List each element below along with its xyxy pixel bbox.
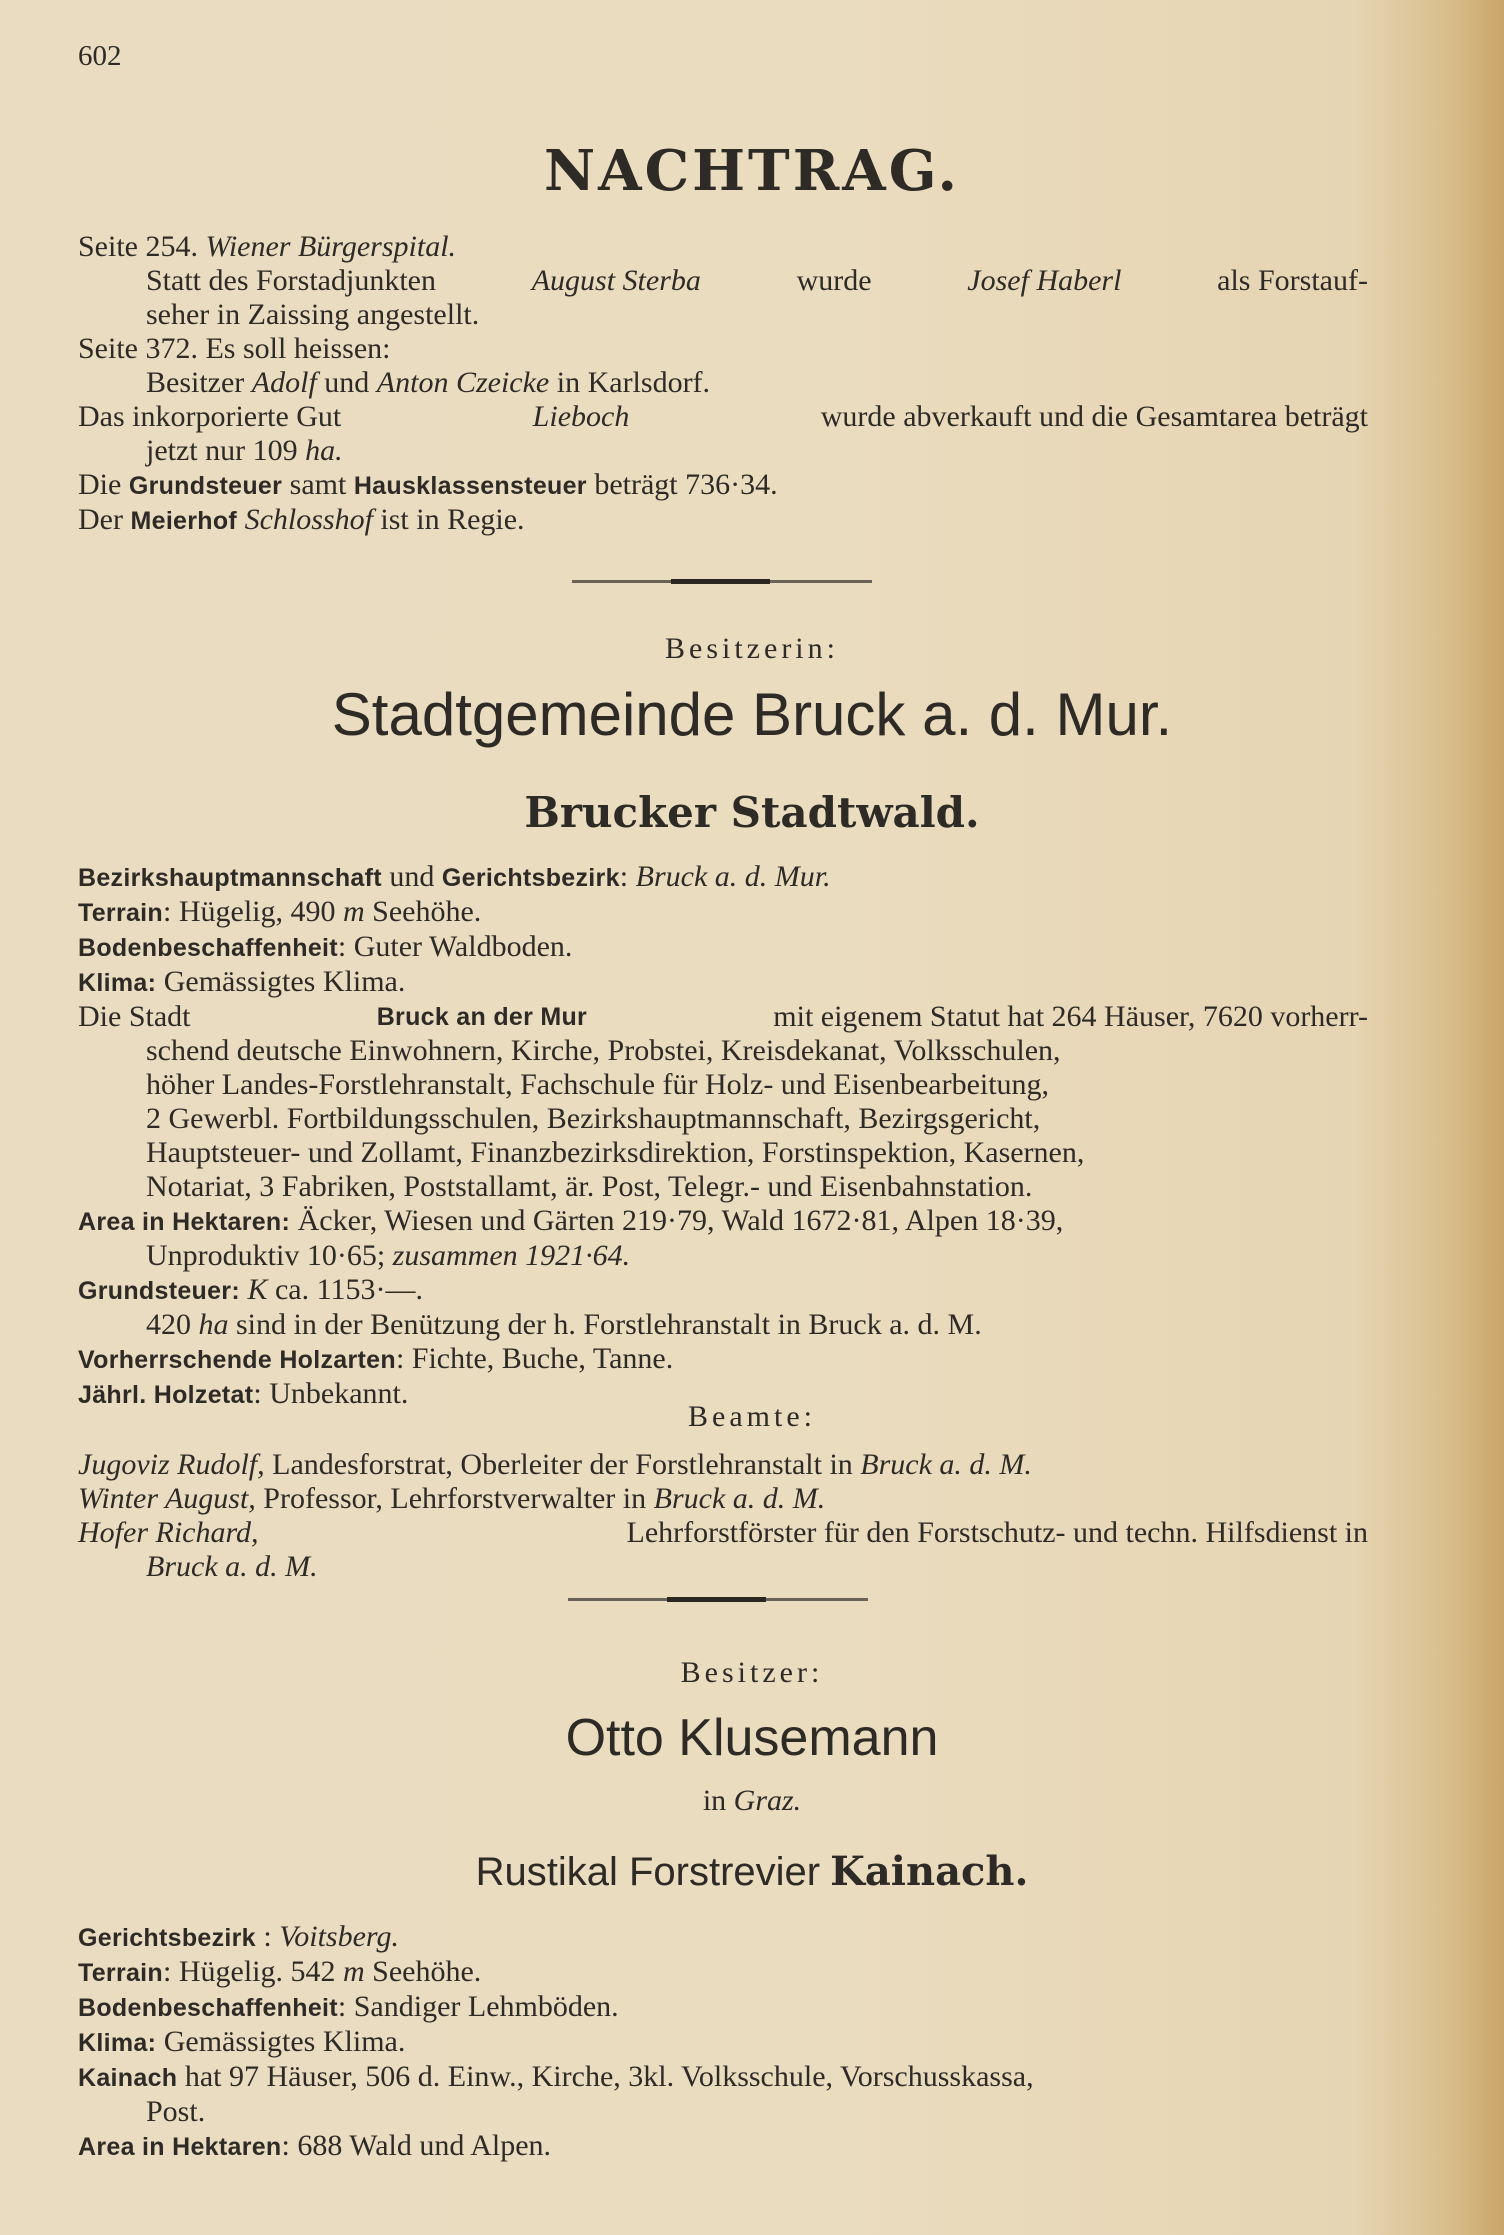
field-label: Klima: <box>78 2029 157 2057</box>
detail-row <box>78 1308 1368 1342</box>
description-row: Notariat, 3 Fabriken, Poststallamt, är. Post, Telegr.- und Eisenbahnstation. <box>146 1170 1033 1203</box>
unit: ha <box>198 1308 229 1341</box>
officials-list <box>78 1448 1368 1584</box>
addendum-body <box>78 230 1368 538</box>
field-value: zusammen 1921·64. <box>392 1239 631 1272</box>
addendum-line: Seite 372. Es soll heissen: <box>78 332 391 365</box>
description-row: Hauptsteuer- und Zollamt, Finanzbezirksdirektion, Forstinspektion, Kasernen, <box>146 1136 1085 1169</box>
text: als Forstauf- <box>1217 264 1368 297</box>
estate-title <box>0 1848 1504 1895</box>
text: Lehrforstförster für den Forstschutz- und techn. Hilfsdienst in <box>626 1516 1368 1549</box>
field-label: Jährl. Holzetat <box>78 1381 254 1409</box>
detail-row <box>78 860 1368 895</box>
detail-row <box>78 1239 1368 1273</box>
field-value: Gemässigtes Klima. <box>163 965 406 998</box>
field-label: Klima: <box>78 969 157 997</box>
detail-row <box>78 965 1368 1000</box>
unit: m <box>343 1955 365 1988</box>
owner-location <box>0 1784 1504 1818</box>
addendum-line: seher in Zaissing angestellt. <box>146 298 480 331</box>
entry-title: Wiener Bürgerspital. <box>205 230 457 263</box>
field-label: Bodenbeschaffenheit <box>78 934 338 962</box>
field-value: : Guter Waldboden. <box>337 930 573 963</box>
description-row: höher Landes-Forstlehranstalt, Fachschule für Holz- und Eisenbearbeitung, <box>146 1068 1050 1101</box>
description-row: Post. <box>146 2095 206 2128</box>
detail-row: Gerichtsbezirk : Voitsberg. <box>78 1920 399 1953</box>
detail-row <box>78 930 1368 965</box>
unit: m <box>343 895 365 928</box>
addendum-line <box>78 503 1368 538</box>
estate-title: Brucker Stadtwald. <box>524 788 980 837</box>
text: wurde abverkauft und die Gesamtarea beträgt <box>820 400 1368 433</box>
person-name: August Sterba <box>531 264 701 297</box>
text: Besitzer <box>146 366 245 399</box>
text: sind in der Benützung der h. Forstlehranstalt in Bruck a. d. M. <box>236 1308 982 1341</box>
owner-name: Stadtgemeinde Bruck a. d. Mur. <box>331 681 1173 748</box>
official-entry <box>78 1448 1368 1482</box>
field-value: ca. 1153·—. <box>274 1273 423 1306</box>
text: Professor, Lehrforstverwalter in <box>263 1482 647 1515</box>
detail-row <box>78 2129 1368 2164</box>
section-divider <box>572 580 872 583</box>
person-name: Josef Haberl <box>967 264 1122 297</box>
person-name: Adolf <box>251 366 317 399</box>
text: : <box>619 860 629 893</box>
field-label: Grundsteuer <box>128 472 283 500</box>
estate-name: Schlosshof <box>244 503 373 536</box>
officials-label: Beamte: <box>688 1400 816 1433</box>
field-value: Seehöhe. <box>372 1955 482 1988</box>
description-row <box>78 2060 1368 2095</box>
text: Die Stadt <box>78 1000 191 1033</box>
detail-row <box>78 1342 1368 1377</box>
section-divider <box>568 1598 868 1601</box>
text: Das inkorporierte Gut <box>78 400 342 433</box>
detail-row <box>78 1204 1368 1239</box>
field-value: Voitsberg. <box>279 1920 399 1953</box>
text: hat 97 Häuser, 506 d. Einw., Kirche, 3kl. Volksschule, Vorschusskassa, <box>184 2060 1034 2093</box>
field-value: Gemässigtes Klima. <box>163 2025 406 2058</box>
owner-name: Otto Klusemann <box>565 1709 939 1767</box>
field-label: Area in Hektaren <box>78 2133 282 2161</box>
addendum-heading: NACHTRAG. <box>543 138 961 204</box>
text: in <box>702 1784 727 1817</box>
place-name: Bruck an der Mur <box>376 1003 588 1031</box>
text: samt <box>289 468 347 501</box>
text: Landesforstrat, Oberleiter der Forstlehranstalt in <box>272 1448 853 1481</box>
place-name: Bruck a. d. M. <box>653 1482 826 1515</box>
field-value: : Fichte, Buche, Tanne. <box>395 1342 674 1375</box>
field-label: Terrain <box>78 1959 163 1987</box>
field-label: Terrain <box>78 899 163 927</box>
field-value: Seehöhe. <box>372 895 482 928</box>
field-label: Hausklassensteuer <box>353 472 587 500</box>
estate-name: Kainach. <box>830 1848 1029 1895</box>
official-entry <box>78 1482 1368 1516</box>
field-label: Bodenbeschaffenheit <box>78 1994 338 2022</box>
addendum-line <box>78 366 1368 400</box>
field-label: Area in Hektaren: <box>78 1208 291 1236</box>
page-ref: Seite 254. <box>78 230 198 263</box>
field-value: Unproduktiv 10·65; <box>146 1239 386 1272</box>
estate-details <box>78 1920 1368 2164</box>
detail-row <box>78 1990 1368 2025</box>
place-name: Bruck a. d. M. <box>146 1550 318 1583</box>
person-name: Anton Czeicke <box>376 366 550 399</box>
page-number: 602 <box>78 40 122 72</box>
field-value: : Unbekannt. <box>253 1377 409 1410</box>
owner-label: Besitzerin: <box>665 632 839 665</box>
field-label: Vorherrschende Holzarten <box>78 1346 396 1374</box>
text: Der <box>78 503 123 536</box>
addendum-line <box>78 264 1368 298</box>
text: mit eigenem Statut hat 264 Häuser, 7620 vorherr- <box>773 1000 1368 1033</box>
person-name: Jugoviz Rudolf, <box>78 1448 265 1481</box>
addendum-line <box>78 400 1368 434</box>
text: und <box>324 366 370 399</box>
text: wurde <box>796 264 872 297</box>
text: Die <box>78 468 122 501</box>
official-entry <box>78 1550 1368 1584</box>
unit: ha. <box>305 434 343 467</box>
estate-name: Lieboch <box>532 400 630 433</box>
text: 420 <box>146 1308 191 1341</box>
addendum-line <box>78 468 1368 503</box>
currency-symbol: K <box>247 1273 268 1306</box>
place-name: Bruck a. d. M. <box>860 1448 1032 1481</box>
person-name: Winter August, <box>78 1482 256 1515</box>
field-value: : 688 Wald und Alpen. <box>281 2129 552 2162</box>
text: Statt des Forstadjunkten <box>146 264 436 297</box>
description-row <box>78 1000 1368 1034</box>
place-name: Graz. <box>733 1784 802 1817</box>
text: ist in Regie. <box>380 503 525 536</box>
field-value: : Hügelig. 542 <box>163 1955 336 1988</box>
field-label: Gerichtsbezirk <box>78 1924 256 1952</box>
official-entry <box>78 1516 1368 1550</box>
addendum-line <box>78 230 1368 264</box>
text: und <box>389 860 435 893</box>
field-value: Bruck a. d. Mur. <box>635 860 831 893</box>
field-label: Bezirkshauptmannschaft <box>78 864 382 892</box>
detail-row <box>78 1273 1368 1308</box>
field-value: Äcker, Wiesen und Gärten 219·79, Wald 1672·81, Alpen 18·39, <box>297 1204 1064 1237</box>
field-value: : Hügelig, 490 <box>163 895 336 928</box>
field-value: : Sandiger Lehmböden. <box>337 1990 619 2023</box>
field-label: Meierhof <box>130 507 238 535</box>
detail-row <box>78 2025 1368 2060</box>
field-label: Grundsteuer: <box>78 1277 240 1305</box>
estate-type: Rustikal Forstrevier <box>475 1850 821 1894</box>
description-row: 2 Gewerbl. Fortbildungsschulen, Bezirkshauptmannschaft, Bezirgsgericht, <box>146 1102 1041 1135</box>
field-label: Gerichtsbezirk <box>441 864 620 892</box>
description-row: schend deutsche Einwohnern, Kirche, Probstei, Kreisdekanat, Volksschulen, <box>146 1034 1061 1067</box>
addendum-line <box>78 434 1368 468</box>
detail-row <box>78 1955 1368 1990</box>
text: beträgt 736·34. <box>594 468 778 501</box>
estate-details <box>78 860 1368 1412</box>
text: jetzt nur 109 <box>146 434 298 467</box>
place-name: Kainach <box>78 2064 178 2092</box>
person-name: Hofer Richard, <box>78 1516 259 1549</box>
detail-row <box>78 895 1368 930</box>
text: in Karlsdorf. <box>556 366 711 399</box>
owner-label: Besitzer: <box>680 1656 824 1689</box>
